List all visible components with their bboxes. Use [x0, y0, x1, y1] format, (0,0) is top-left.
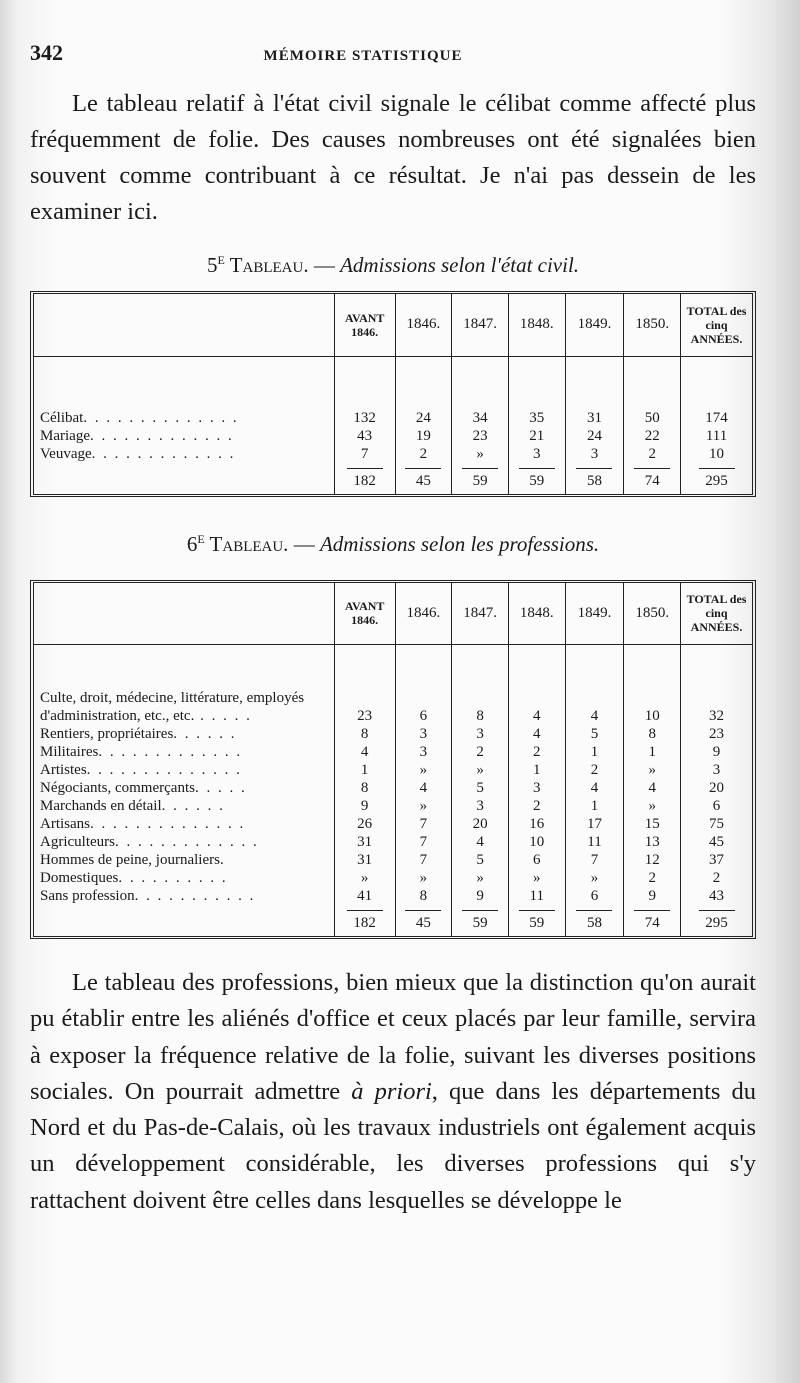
cell: 50: [624, 409, 681, 427]
cell: 6: [565, 887, 624, 905]
cell: 2: [624, 445, 681, 463]
cell: 2: [395, 445, 452, 463]
cell: 2: [508, 743, 565, 761]
cell: 4: [624, 779, 681, 797]
table6-word: Tableau.: [209, 531, 289, 556]
row-label: Agriculteurs: [40, 834, 115, 850]
total-cell: 295: [699, 468, 735, 490]
cell: 43: [681, 887, 752, 905]
cell: 3: [452, 725, 509, 743]
cell: 17: [565, 815, 624, 833]
cell: 7: [395, 833, 452, 851]
cell: 31: [334, 833, 395, 851]
cell: 13: [624, 833, 681, 851]
table5-title: [30, 244, 756, 279]
table5: [34, 294, 752, 494]
cell: »: [624, 797, 681, 815]
table6-spacer: [34, 645, 752, 690]
cell: 9: [624, 887, 681, 905]
cell: 174: [681, 409, 752, 427]
total-cell: 74: [634, 910, 670, 932]
cell: 1: [624, 743, 681, 761]
running-head: MÉMOIRE STATISTIQUE: [263, 48, 463, 64]
row-label: Mariage: [40, 427, 90, 444]
table5-number-suffix: e: [217, 248, 225, 268]
intro-paragraph: Le tableau relatif à l'état civil signale le célibat comme affecté plus fréquemment de folie. Des causes nombreuses ont été signalées bien souvent comme contribuant à ce résultat. Je n'ai pas dessein de les examiner ici.: [30, 90, 756, 225]
cell: 2: [508, 797, 565, 815]
table-row: Veuvage. . . . . . . . . . . . . 7 2 » 3 3 2 10: [34, 445, 752, 463]
table5-total-row: [34, 463, 752, 494]
table5-label-header: [34, 294, 334, 356]
cell: 37: [681, 851, 752, 869]
cell: 132: [334, 409, 395, 427]
table-row: Rentiers, propriétaires. . . . . . 8 3 3 4 5 8 23: [34, 725, 752, 743]
row-label: Marchands en détail: [40, 798, 162, 814]
cell: 16: [508, 815, 565, 833]
cell: 6: [395, 689, 452, 725]
cell: 1: [508, 761, 565, 779]
table6-number-suffix: e: [197, 526, 205, 547]
row-label: Hommes de peine, journaliers: [40, 852, 220, 868]
cell: 75: [681, 815, 752, 833]
body-paragraph-end: , que dans les départements du Nord et du Pas-de-Calais, où les travaux industriels ont également acquis un développement considérable, les diverses professions qui s'y rattachent doivent être celles dans lesquelles se développe le: [30, 1077, 756, 1214]
table5-frame: [30, 291, 756, 497]
cell: 5: [452, 851, 509, 869]
cell: »: [395, 797, 452, 815]
table-row: Culte, droit, médecine, littérature, employés d'administration, etc., etc. . . . . . 23 6 8 4 4 10 32: [34, 689, 752, 725]
cell: 8: [624, 725, 681, 743]
cell: 7: [395, 815, 452, 833]
total-cell: 59: [519, 468, 555, 490]
cell: 111: [681, 427, 752, 445]
cell: »: [565, 869, 624, 887]
cell: 5: [565, 725, 624, 743]
body-text: [30, 965, 756, 1219]
table6-col-year: 1847.: [452, 583, 509, 645]
cell: 41: [334, 887, 395, 905]
cell: 4: [508, 689, 565, 725]
total-cell: 59: [462, 468, 498, 490]
table-row: Domestiques. . . . . . . . . . » » » » » 2 2: [34, 869, 752, 887]
cell: 32: [681, 689, 752, 725]
table6-label-header: [34, 583, 334, 645]
cell: 3: [508, 779, 565, 797]
table6-caption: Admissions selon les professions.: [319, 531, 600, 556]
page-header: [30, 40, 756, 76]
cell: 8: [334, 725, 395, 743]
total-cell: 45: [405, 910, 441, 932]
cell: 3: [395, 743, 452, 761]
row-label: Sans profession: [40, 888, 135, 904]
cell: 3: [395, 725, 452, 743]
cell: 3: [452, 797, 509, 815]
table5-col-year: 1847.: [452, 294, 509, 356]
table-row: Célibat. . . . . . . . . . . . . . 132 24 34 35 31 50 174: [34, 409, 752, 427]
row-label: Artistes: [40, 762, 87, 778]
cell: 23: [334, 689, 395, 725]
page-number: 342: [30, 40, 63, 65]
cell: »: [624, 761, 681, 779]
cell: 2: [452, 743, 509, 761]
row-label: Artisans: [40, 816, 90, 832]
cell: 12: [624, 851, 681, 869]
cell: 7: [334, 445, 395, 463]
cell: 43: [334, 427, 395, 445]
cell: 8: [395, 887, 452, 905]
table5-col-year: 1848.: [508, 294, 565, 356]
table6-frame: [30, 580, 756, 940]
row-label: Célibat: [40, 409, 84, 426]
cell: »: [452, 445, 509, 463]
cell: 4: [395, 779, 452, 797]
total-cell: 58: [576, 468, 612, 490]
table-row: Militaires. . . . . . . . . . . . . 4 3 2 2 1 1 9: [34, 743, 752, 761]
table6-col-total: TOTAL des cinq ANNÉES.: [681, 583, 752, 645]
total-cell: 59: [462, 910, 498, 932]
table6-dash: —: [293, 531, 315, 556]
cell: 6: [508, 851, 565, 869]
cell: 23: [681, 725, 752, 743]
row-label: Négociants, commerçants: [40, 780, 195, 796]
cell: »: [508, 869, 565, 887]
cell: 7: [395, 851, 452, 869]
cell: 11: [508, 887, 565, 905]
cell: 2: [624, 869, 681, 887]
table6-number: 6: [186, 531, 198, 556]
cell: 45: [681, 833, 752, 851]
row-label: Veuvage: [40, 445, 92, 462]
cell: 1: [334, 761, 395, 779]
table6-col-before: AVANT 1846.: [334, 583, 395, 645]
table5-col-total: TOTAL des cinq ANNÉES.: [681, 294, 752, 356]
table6-title: [30, 523, 756, 558]
cell: 4: [565, 689, 624, 725]
table-row: Agriculteurs. . . . . . . . . . . . . 31 7 4 10 11 13 45: [34, 833, 752, 851]
cell: 10: [681, 445, 752, 463]
table5-spacer: [34, 356, 752, 409]
cell: 6: [681, 797, 752, 815]
cell: 21: [508, 427, 565, 445]
table-row: Sans profession. . . . . . . . . . . 41 8 9 11 6 9 43: [34, 887, 752, 905]
table-row: Négociants, commerçants. . . . . 8 4 5 3 4 4 20: [34, 779, 752, 797]
table6-col-year: 1850.: [624, 583, 681, 645]
cell: 4: [452, 833, 509, 851]
row-label: Rentiers, propriétaires: [40, 726, 174, 742]
row-label: Militaires: [40, 744, 99, 760]
cell: 20: [452, 815, 509, 833]
cell: 35: [508, 409, 565, 427]
cell: 1: [565, 797, 624, 815]
total-cell: 182: [347, 468, 383, 490]
table6-col-year: 1849.: [565, 583, 624, 645]
table5-col-before: AVANT 1846.: [334, 294, 395, 356]
total-cell: 58: [576, 910, 612, 932]
row-label: Domestiques: [40, 870, 119, 886]
table6: [34, 583, 752, 937]
body-paragraph: [30, 965, 756, 1219]
table-row: Artisans. . . . . . . . . . . . . . 26 7 20 16 17 15 75: [34, 815, 752, 833]
cell: 10: [508, 833, 565, 851]
cell: 34: [452, 409, 509, 427]
cell: 11: [565, 833, 624, 851]
cell: »: [452, 761, 509, 779]
table6-total-row: [34, 905, 752, 936]
table5-col-year: 1846.: [395, 294, 452, 356]
cell: 24: [395, 409, 452, 427]
cell: 19: [395, 427, 452, 445]
cell: 24: [565, 427, 624, 445]
cell: 10: [624, 689, 681, 725]
cell: 3: [508, 445, 565, 463]
cell: 2: [565, 761, 624, 779]
cell: »: [395, 761, 452, 779]
cell: »: [334, 869, 395, 887]
cell: »: [395, 869, 452, 887]
cell: 2: [681, 869, 752, 887]
table5-number: 5: [206, 253, 218, 277]
cell: 9: [681, 743, 752, 761]
total-cell: 45: [405, 468, 441, 490]
cell: 23: [452, 427, 509, 445]
table-row: Hommes de peine, journaliers. 31 7 5 6 7 12 37: [34, 851, 752, 869]
body-paragraph-start: Le tableau des professions, bien mieux que la distinction qu'on aurait pu établir entre les aliénés d'office et ceux placés par leur famille, servira à exposer la fréquence relative de la folie, suivant les diverses positions sociales. On pourrait admettre: [30, 969, 756, 1105]
total-cell: 74: [634, 468, 670, 490]
table-row: Artistes. . . . . . . . . . . . . . 1 » » 1 2 » 3: [34, 761, 752, 779]
table-row: Mariage. . . . . . . . . . . . . 43 19 23 21 24 22 111: [34, 427, 752, 445]
table6-col-year: 1848.: [508, 583, 565, 645]
row-label: Culte, droit, médecine, littérature, employés d'administration, etc., etc.: [40, 690, 305, 724]
cell: 26: [334, 815, 395, 833]
table5-dash: —: [313, 253, 335, 277]
body-paragraph-italic: à priori: [351, 1077, 432, 1105]
cell: 7: [565, 851, 624, 869]
cell: 20: [681, 779, 752, 797]
cell: 31: [334, 851, 395, 869]
cell: 9: [452, 887, 509, 905]
cell: 9: [334, 797, 395, 815]
table5-word: Tableau.: [229, 253, 309, 277]
table5-col-year: 1849.: [565, 294, 624, 356]
cell: 8: [334, 779, 395, 797]
table6-col-year: 1846.: [395, 583, 452, 645]
cell: 31: [565, 409, 624, 427]
total-cell: 182: [347, 910, 383, 932]
cell: »: [452, 869, 509, 887]
cell: 22: [624, 427, 681, 445]
cell: 4: [565, 779, 624, 797]
cell: 8: [452, 689, 509, 725]
table5-caption: Admissions selon l'état civil.: [340, 253, 580, 277]
cell: 4: [508, 725, 565, 743]
cell: 5: [452, 779, 509, 797]
cell: 3: [565, 445, 624, 463]
cell: 3: [681, 761, 752, 779]
table5-col-year: 1850.: [624, 294, 681, 356]
cell: 15: [624, 815, 681, 833]
cell: 1: [565, 743, 624, 761]
cell: 4: [334, 743, 395, 761]
total-cell: 295: [699, 910, 735, 932]
total-cell: 59: [519, 910, 555, 932]
table-row: Marchands en détail. . . . . . 9 » 3 2 1 » 6: [34, 797, 752, 815]
